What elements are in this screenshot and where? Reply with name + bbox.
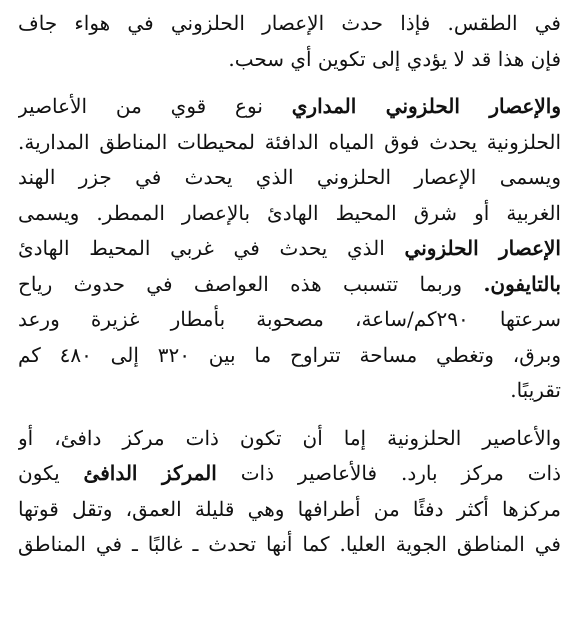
text-run: تقريبًا. (510, 378, 561, 402)
text-run: ذات مركز بارد. فالأعاصير ذات (216, 461, 561, 485)
text-line (18, 492, 561, 528)
text-line (18, 373, 561, 409)
text-run: نوع قوي من الأعاصير (18, 94, 292, 118)
text-line (18, 302, 561, 338)
text-run: فإن هذا قد لا يؤدي إلى تكوين أي سحب. (228, 46, 561, 71)
text-run: ويسمى الإعصار الحلزوني الذي يحدث في جزر الهند (18, 165, 561, 189)
text-line (18, 267, 561, 303)
text-run: وربما تتسبب هذه العواصف في حدوث رياح (18, 271, 484, 296)
text-line (18, 527, 561, 563)
paragraph-2 (18, 89, 561, 409)
text-line (18, 125, 561, 161)
text-line (18, 89, 561, 125)
text-line (18, 42, 561, 78)
text-run: وبرق، وتغطي مساحة تتراوح ما بين ٣٢٠ إلى ٤٨٠ كم (18, 342, 561, 367)
text-run: الذي يحدث في غربي المحيط الهادئ (18, 236, 405, 260)
paragraph-3 (18, 421, 561, 563)
text-line (18, 160, 561, 196)
paragraph-gap (18, 77, 561, 89)
text-run: والأعاصير الحلزونية إما أن تكون ذات مركز دافئ، أو (18, 425, 561, 450)
text-line (18, 6, 561, 42)
paragraph-1 (18, 6, 561, 77)
bold-term: الإعصار الحلزوني (404, 236, 561, 260)
text-run: يكون (18, 461, 84, 485)
text-line (18, 421, 561, 457)
text-line (18, 456, 561, 492)
text-run: في المناطق الجوية العليا. كما أنها تحدث ـ غالبًا ـ في المناطق (18, 532, 561, 556)
text-run: سرعتها ٢٩٠كم/ساعة، مصحوبة بأمطار غزيرة ورعد (18, 307, 561, 331)
text-run: الحلزونية يحدث فوق المياه الدافئة لمحيطات المناطق المدارية. (18, 129, 561, 154)
text-run: الغربية أو شرق المحيط الهادئ بالإعصار الممطر. ويسمى (18, 200, 561, 225)
text-line (18, 231, 561, 267)
bold-term: المركز الدافئ (83, 461, 217, 485)
text-line (18, 196, 561, 232)
text-line (18, 338, 561, 374)
text-run: مركزها أكثر دفئًا من أطرافها وهي قليلة العمق، وتقل قوتها (18, 496, 561, 521)
bold-term: والإعصار الحلزوني المداري (291, 94, 561, 118)
bold-term: بالتايفون. (483, 271, 561, 296)
text-run: في الطقس. فإذا حدث الإعصار الحلزوني في هواء جاف (18, 11, 561, 35)
paragraph-gap (18, 409, 561, 421)
